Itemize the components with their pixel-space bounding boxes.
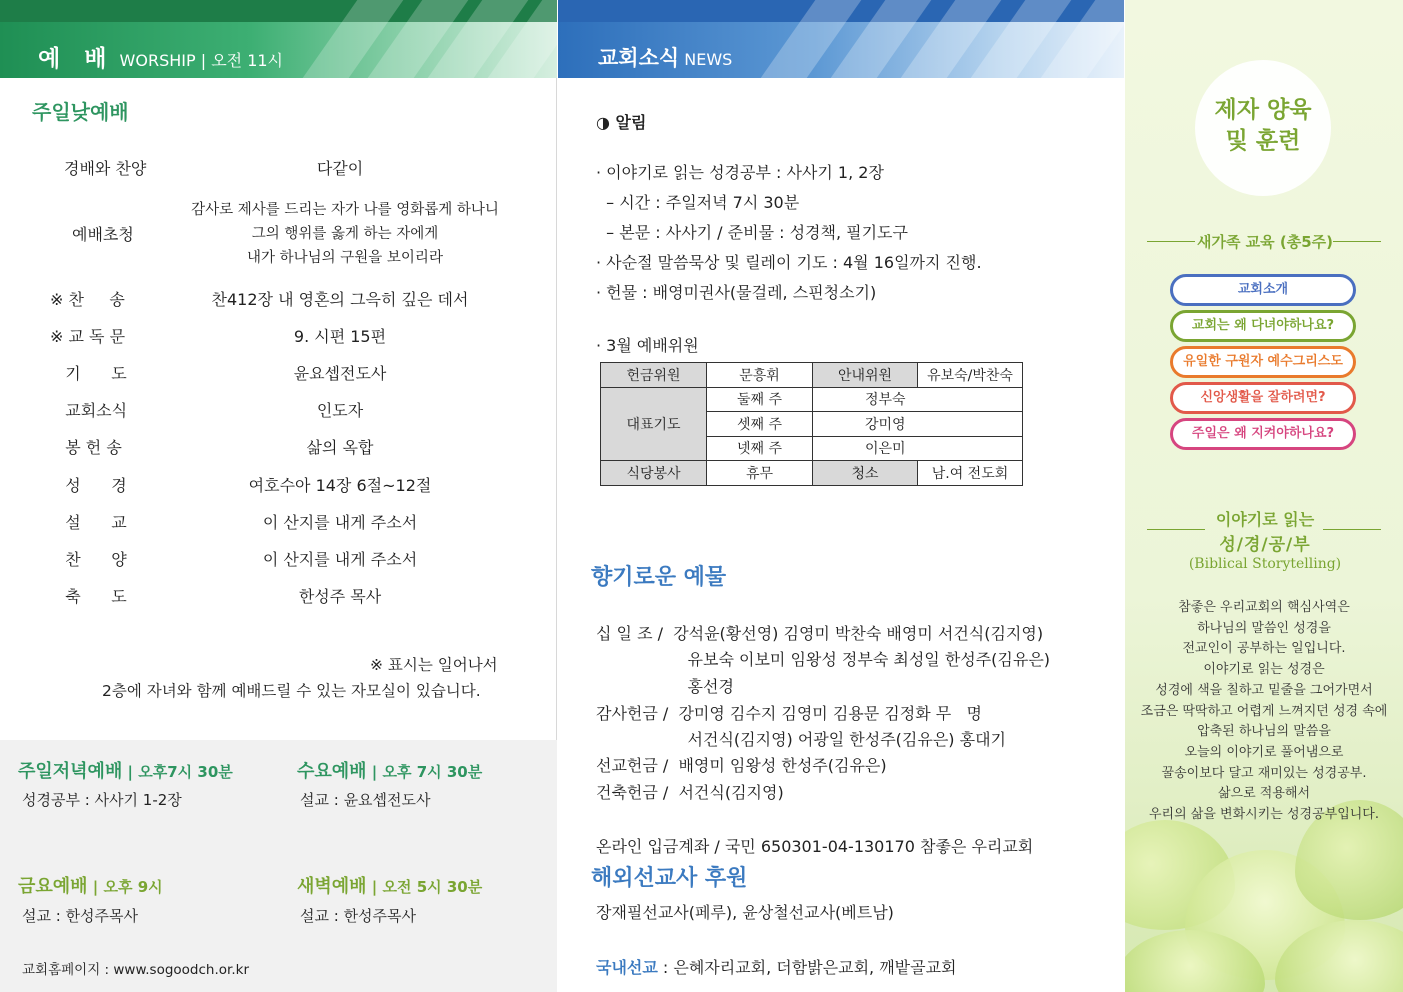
course-pill[interactable]: 유일한 구원자 예수그리스도 bbox=[1170, 346, 1356, 378]
homepage-link[interactable]: 교회홈페이지 : www.sogoodch.or.kr bbox=[22, 962, 250, 978]
worship-title: 예 배 bbox=[38, 46, 115, 72]
course-pill[interactable]: 주일은 왜 지켜야하나요? bbox=[1170, 418, 1356, 450]
table-cell bbox=[813, 412, 1023, 437]
news-band-title bbox=[598, 42, 732, 72]
table-cell: 청소 bbox=[813, 461, 918, 486]
bank-account: 온라인 입금계좌 / 국민 650301-04-130170 참좋은 우리교회 bbox=[596, 837, 1034, 856]
order-value: 인도자 bbox=[316, 401, 364, 420]
service-title: 새벽예배 bbox=[297, 876, 367, 897]
table-cell bbox=[813, 436, 1023, 461]
description-line: 압축된 하나님의 말씀을 bbox=[1197, 724, 1331, 740]
order-value: 여호수아 14장 6절~12절 bbox=[248, 476, 432, 495]
worship-panel bbox=[0, 0, 557, 992]
prayer-week: 둘째 주 bbox=[736, 392, 783, 409]
table-cell: 남.여 전도회 bbox=[918, 461, 1023, 486]
duty-roster-table bbox=[600, 362, 1023, 486]
offering-line: 선교헌금 / 배영미 임왕성 한성주(김유은) bbox=[596, 756, 887, 775]
order-label: 봉 헌 송 bbox=[50, 438, 122, 457]
order-row bbox=[50, 510, 510, 534]
order-value: 9. 시편 15편 bbox=[293, 327, 387, 346]
story-bible-description bbox=[1135, 598, 1393, 826]
newcomer-course-heading: 새가족 교육 (총5주) bbox=[1196, 233, 1334, 251]
domestic-label: 국내선교 bbox=[596, 958, 658, 977]
order-value: 삶의 옥합 bbox=[306, 438, 374, 457]
worship-subtitle: WORSHIP | 오전 11시 bbox=[119, 51, 284, 70]
domestic-list: : 은혜자리교회, 더함밝은교회, 깨밭골교회 bbox=[657, 958, 957, 977]
order-label: 축 도 bbox=[50, 587, 127, 606]
mission-support: 장재필선교사(페루), 윤상철선교사(베트남) bbox=[596, 903, 894, 922]
order-row bbox=[64, 156, 524, 180]
table-row bbox=[601, 363, 1023, 388]
service-heading bbox=[297, 872, 482, 898]
order-label: ※ 교 독 문 bbox=[50, 327, 126, 346]
description-line: 참좋은 우리교회의 핵심사역은 bbox=[1178, 600, 1350, 615]
table-cell bbox=[707, 412, 813, 437]
other-services-box bbox=[0, 740, 557, 992]
service-title: 수요예배 bbox=[297, 761, 367, 782]
call-line: 내가 하나님의 구원을 보이리라 bbox=[247, 250, 443, 266]
title-line: 및 훈련 bbox=[1225, 128, 1301, 154]
title-line: 제자 양육 bbox=[1214, 97, 1312, 123]
table-row bbox=[601, 387, 1023, 412]
order-row bbox=[50, 547, 510, 571]
offering-heading: 향기로운 예물 bbox=[591, 565, 727, 590]
worship-header-band bbox=[0, 0, 557, 78]
service-heading bbox=[18, 872, 163, 898]
description-line: 꿀송이보다 달고 재미있는 성경공부. bbox=[1161, 765, 1367, 781]
table-cell bbox=[813, 387, 1023, 412]
service-detail: 설교 : 한성주목사 bbox=[300, 907, 417, 925]
description-line: 하나님의 말씀인 성경을 bbox=[1197, 620, 1331, 636]
news-title: 교회소식 bbox=[598, 46, 680, 70]
order-label: 기 도 bbox=[50, 364, 127, 383]
table-cell: 문흥휘 bbox=[707, 363, 813, 388]
order-label: 예배초청 bbox=[72, 225, 134, 244]
order-label: 찬 양 bbox=[50, 550, 127, 569]
notice-heading: ◑ 알림 bbox=[596, 113, 647, 132]
sunday-service-heading: 주일낮예배 bbox=[32, 100, 129, 124]
domestic-mission bbox=[596, 955, 957, 978]
service-time: | 오전 5시 30분 bbox=[366, 878, 483, 896]
prayer-person: 이은미 bbox=[865, 441, 906, 458]
order-row bbox=[50, 473, 510, 497]
table-cell: 유보숙/박찬숙 bbox=[918, 363, 1023, 388]
order-value: 이 산지를 내게 주소서 bbox=[262, 550, 418, 569]
mission-heading: 해외선교사 후원 bbox=[591, 866, 748, 891]
description-line: 삶으로 적용해서 bbox=[1217, 786, 1311, 802]
standing-note: ※ 표시는 일어나서 bbox=[370, 656, 498, 674]
order-value: 윤요셉전도사 bbox=[293, 364, 387, 383]
service-title: 주일저녁예배 bbox=[18, 761, 123, 782]
notice-item: · 이야기로 읽는 성경공부 : 사사기 1, 2장 bbox=[596, 163, 884, 182]
table-cell: 식당봉사 bbox=[601, 461, 707, 486]
order-row bbox=[50, 398, 510, 422]
service-title: 금요예배 bbox=[18, 876, 88, 897]
offering-line: 홍선경 bbox=[596, 677, 734, 696]
prayer-week: 셋째 주 bbox=[736, 416, 783, 433]
table-row bbox=[601, 461, 1023, 486]
service-heading bbox=[18, 757, 233, 783]
order-row bbox=[50, 324, 510, 348]
table-cell: 안내위원 bbox=[813, 363, 918, 388]
service-detail: 설교 : 윤요셉전도사 bbox=[300, 791, 431, 809]
service-heading bbox=[297, 757, 482, 783]
order-label: 교회소식 bbox=[50, 401, 128, 420]
order-label: ※ 찬 송 bbox=[50, 290, 125, 309]
order-value: 이 산지를 내게 주소서 bbox=[262, 513, 418, 532]
service-detail: 성경공부 : 사사기 1-2장 bbox=[22, 791, 182, 809]
service-time: | 오후 9시 bbox=[87, 878, 163, 896]
offering-line: 건축헌금 / 서건식(김지영) bbox=[596, 783, 784, 802]
story-bible-heading: 성/경/공/부 bbox=[1219, 535, 1311, 555]
news-header-band bbox=[558, 0, 1124, 78]
description-line: 성경에 색을 칠하고 밑줄을 그어가면서 bbox=[1155, 682, 1373, 698]
prayer-week: 넷째 주 bbox=[736, 441, 783, 458]
offering-line: 유보숙 이보미 임왕성 정부숙 최성일 한성주(김유은) bbox=[596, 650, 1051, 669]
notice-item: · 헌물 : 배영미권사(물걸레, 스핀청소기) bbox=[596, 283, 877, 302]
description-line: 우리의 삶을 변화시키는 성경공부입니다. bbox=[1148, 807, 1379, 823]
order-row bbox=[50, 287, 510, 311]
order-row bbox=[50, 435, 510, 459]
order-label: 설 교 bbox=[50, 513, 127, 532]
table-cell: 휴무 bbox=[707, 461, 813, 486]
table-cell bbox=[707, 436, 813, 461]
discipleship-title bbox=[1195, 95, 1331, 157]
call-line: 감사로 제사를 드리는 자가 나를 영화롭게 하나니 bbox=[191, 202, 499, 218]
course-pill[interactable]: 교회소개 bbox=[1170, 274, 1356, 306]
discipleship-panel bbox=[1125, 0, 1403, 992]
service-time: | 오후 7시 30분 bbox=[366, 763, 483, 781]
course-pill[interactable]: 교회는 왜 다녀야하나요? bbox=[1170, 310, 1356, 342]
description-line: 조금은 딱딱하고 어렵게 느껴지던 성경 속에 bbox=[1140, 703, 1388, 719]
service-time: | 오후7시 30분 bbox=[122, 763, 233, 781]
service-detail: 설교 : 한성주목사 bbox=[22, 907, 139, 925]
table-cell: 대표기도 bbox=[601, 387, 707, 461]
order-row bbox=[50, 361, 510, 385]
order-value: 찬412장 내 영혼의 그윽히 깊은 데서 bbox=[211, 290, 469, 309]
worship-band-title bbox=[38, 40, 283, 73]
course-pill[interactable]: 신앙생활을 잘하려면? bbox=[1170, 382, 1356, 414]
prayer-person: 정부숙 bbox=[865, 392, 906, 409]
nursery-note: 2층에 자녀와 함께 예배드릴 수 있는 자모실이 있습니다. bbox=[102, 682, 481, 700]
order-value: 다같이 bbox=[316, 159, 364, 178]
news-subtitle: NEWS bbox=[684, 50, 733, 69]
call-line: 그의 행위를 옳게 하는 자에게 bbox=[251, 226, 439, 242]
offering-line: 서건식(김지영) 어광일 한성주(김유은) 홍대기 bbox=[596, 730, 1006, 749]
notice-item: – 본문 : 사사기 / 준비물 : 성경책, 필기도구 bbox=[596, 223, 908, 242]
call-to-worship bbox=[170, 198, 520, 270]
offering-line: 감사헌금 / 강미영 김수지 김영미 김용문 김정화 무 명 bbox=[596, 704, 982, 723]
order-label: 성 경 bbox=[50, 476, 127, 495]
description-line: 전교인이 공부하는 일입니다. bbox=[1182, 641, 1346, 657]
notice-item: · 사순절 말씀묵상 및 릴레이 기도 : 4월 16일까지 진행. bbox=[596, 253, 982, 272]
notice-item: – 시간 : 주일저녁 7시 30분 bbox=[596, 193, 800, 212]
description-line: 오늘의 이야기로 풀어냄으로 bbox=[1184, 744, 1344, 760]
prayer-person: 강미영 bbox=[865, 416, 906, 433]
offering-line: 십 일 조 / 강석윤(황선영) 김영미 박찬숙 배영미 서건식(김지영) bbox=[596, 624, 1044, 643]
story-bible-english: (Biblical Storytelling) bbox=[1188, 556, 1342, 572]
table-cell bbox=[707, 387, 813, 412]
description-line: 이야기로 읽는 성경은 bbox=[1203, 662, 1325, 678]
story-bible-heading: 이야기로 읽는 bbox=[1215, 510, 1315, 529]
duty-heading: · 3월 예배위원 bbox=[596, 336, 699, 355]
table-cell: 헌금위원 bbox=[601, 363, 707, 388]
order-row bbox=[50, 584, 510, 608]
order-value: 한성주 목사 bbox=[298, 587, 382, 606]
order-label: 경배와 찬양 bbox=[64, 159, 147, 178]
